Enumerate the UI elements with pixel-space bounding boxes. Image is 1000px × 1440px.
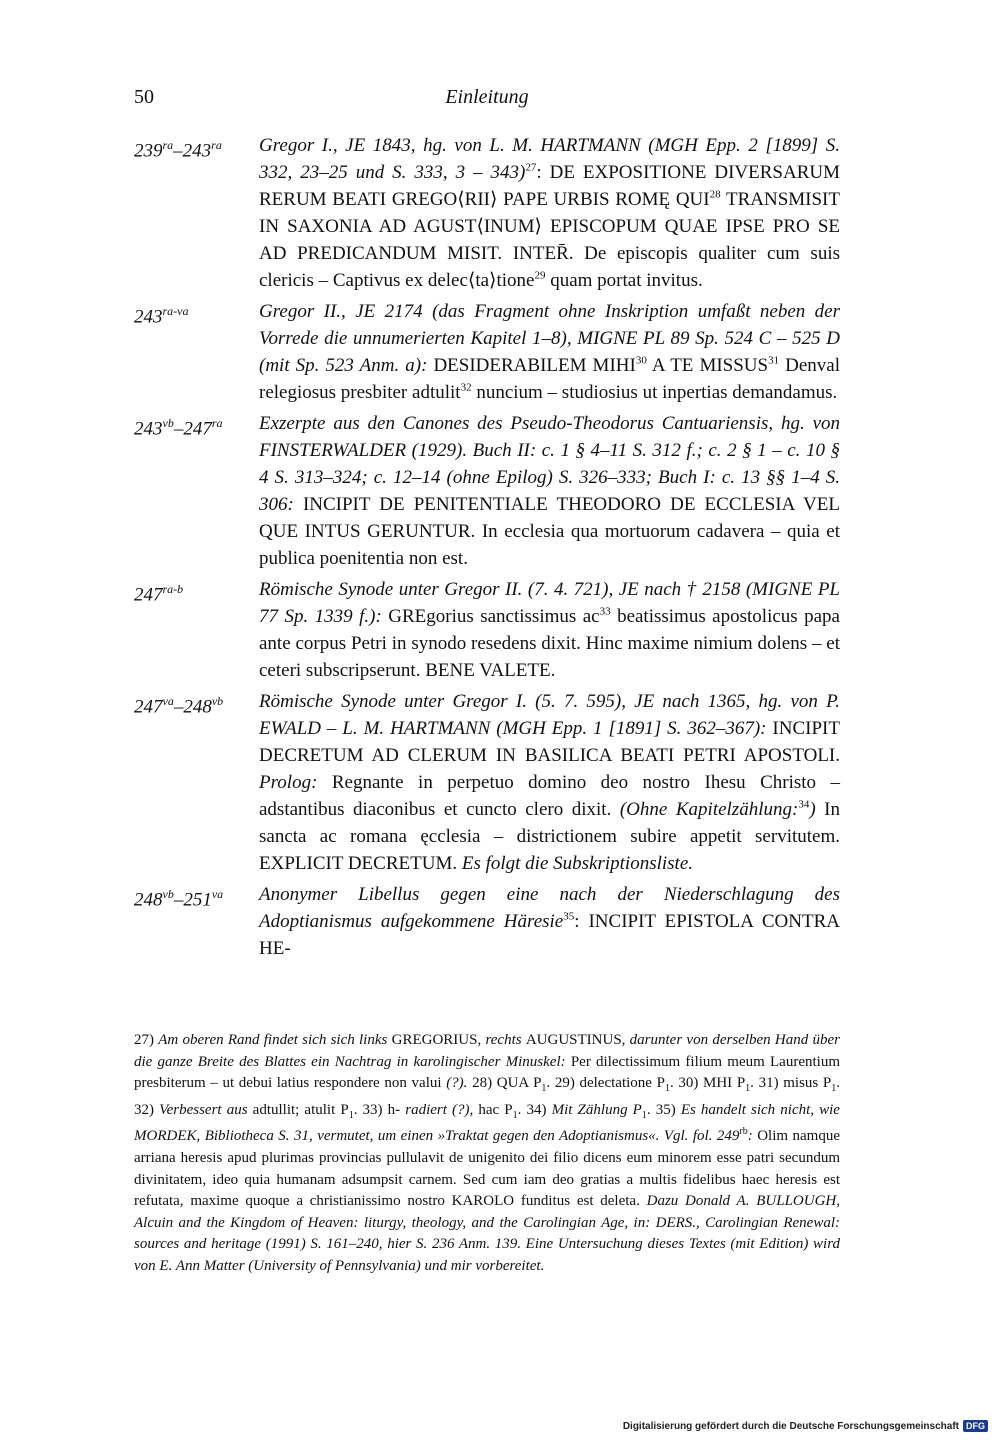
italic-text: Am oberen Rand findet sich sich links: [158, 1032, 392, 1048]
footnote-marker: 29: [534, 269, 546, 282]
folio-reference: $243^{ra-va}$: [134, 304, 189, 328]
entry-description: [259, 298, 840, 406]
text: 28) QUA P: [467, 1075, 542, 1092]
text: TRANSMISIT IN SAXONIA AD AGUST⟨INUM⟩ EPISCOPUM QUAE IPSE PRO SE AD PREDICANDUM MISIT. INTER̄. De episcopis qualiter cum suis clericis – Captivus ex delec⟨ta⟩tione: [259, 189, 840, 291]
text: Per dilectissimum filium meum Laurentium presbiterum – ut debui latius respondere non valui: [134, 1053, 840, 1092]
page-header: [134, 86, 840, 116]
contents-entry: [134, 881, 840, 962]
subscript: 1: [512, 1109, 518, 1121]
contents-entry: [134, 132, 840, 294]
text: INCIPIT DE PENITENTIALE THEODORO DE ECCLESIA VEL QUE INTUS GERUNTUR. In ecclesia qua mortuorum cadavera – quia et publica poenitentia non est.: [259, 494, 840, 569]
italic-text: radiert (?),: [405, 1101, 479, 1118]
footnotes: [134, 1030, 840, 1278]
text: . 33) h-: [353, 1101, 406, 1118]
subscript: 1: [348, 1109, 354, 1121]
text: Olim namque arriana heresis apud plurimas provincias pullulavit de unigenito dei filio dicens eum minorem esse patri secundum divinitatem, ideo quia humanam adsumpsit carnem. Sed cum iam deo gratias a multis fidelibus haec heresis est refutata, maxime quoque a christianissimo nostro KAROLO funditus est deleta.: [134, 1128, 840, 1210]
entry-description: [259, 132, 840, 294]
subscript: 1: [541, 1083, 547, 1095]
entry-description: [259, 881, 840, 962]
subscript: 1: [664, 1083, 670, 1095]
footnote-marker: 32: [460, 381, 472, 394]
digitization-credit: [623, 1420, 988, 1432]
italic-text: Mit Zählung P: [551, 1101, 642, 1118]
text: GREgorius sanctissimus ac: [381, 606, 600, 627]
entry-description: [259, 410, 840, 572]
folio-reference: $247^{ra-b}$: [134, 582, 184, 606]
italic-text: (?).: [446, 1075, 468, 1092]
text: 27): [134, 1032, 159, 1048]
footnote-marker: 31: [768, 354, 780, 367]
folio-reference: $243^{vb}-247^{ra}$: [134, 416, 223, 440]
text: . 31) misus P: [750, 1075, 832, 1092]
italic-text: ): [809, 799, 816, 820]
text: quam portat invitus.: [545, 270, 703, 291]
text: Regnante in perpetuo domino deo nostro Ihesu Christo – adstantibus diaconibus et cuncto clero dixit.: [259, 772, 840, 820]
dfg-logo: DFG: [963, 1420, 988, 1432]
folio-reference: $239^{ra}-243^{ra}$: [134, 138, 222, 162]
text: GREGORIUS,: [391, 1032, 486, 1048]
italic-text: rechts: [485, 1032, 526, 1048]
text: adtullit; atulit P: [252, 1101, 349, 1118]
folio-reference: $247^{va}-248^{vb}$: [134, 694, 224, 718]
footnote-marker: rb: [739, 1126, 748, 1138]
italic-text: Exzerpte aus den Canones des Pseudo-Theodorus Cantuariensis, hg. von FINSTERWALDER (1929). Buch II: c. 1 § 4–11 S. 312 f.; c. 2 § 1 – c. 10 § 4 S. 313–324; c. 12–14 (ohne Epilog) S. 326–333; Buch I: c. 13 §§ 1–4 S. 306:: [259, 413, 840, 515]
italic-text: Römische Synode unter Gregor I. (5. 7. 595), JE nach 1365, hg. von P. EWALD – L. M. HARTMANN (MGH Epp. 1 [1891] S. 362–367):: [259, 691, 840, 739]
italic-text: darunter von derselben Hand über die ganze Breite des Blattes ein Nachtrag in karolingischer Minuskel:: [134, 1032, 840, 1070]
page-number: 50: [134, 86, 154, 108]
footnote-marker: 33: [599, 605, 611, 618]
subscript: 1: [745, 1083, 751, 1095]
text: Denval relegiosus presbiter adtulit: [259, 355, 841, 403]
italic-text: (Ohne Kapitelzählung:: [619, 799, 799, 820]
contents-entry: [134, 410, 840, 572]
text: INCIPIT DECRETUM AD CLERUM IN BASILICA BEATI PETRI APOSTOLI.: [259, 718, 840, 766]
text: AUGUSTINUS,: [525, 1032, 630, 1048]
subscript: 1: [831, 1083, 837, 1095]
entry-description: [259, 688, 840, 877]
footnote-marker: 35: [563, 910, 575, 923]
subscript: 1: [641, 1109, 647, 1121]
text: . 35): [646, 1101, 681, 1118]
italic-text: Anonymer Libellus gegen eine nach der Niederschlagung des Adoptianismus aufgekommene Häresie: [259, 884, 840, 932]
text: : DE EXPOSITIONE DIVERSARUM RERUM BEATI GREGO⟨RII⟩ PAPE URBIS ROMĘ QUI: [259, 162, 840, 210]
manuscript-contents-list: [134, 132, 840, 966]
italic-text: Es handelt sich nicht, wie MORDEK, Bibliotheca S. 31, vermutet, um einen »Traktat gegen den Adoptianismus«. Vgl. fol. 249: [134, 1101, 840, 1145]
text: : INCIPIT EPISTOLA CONTRA HE-: [259, 911, 841, 959]
entry-description: [259, 576, 840, 684]
text: DESIDERABILEM MIHI: [427, 355, 636, 376]
footnote-marker: 27: [525, 161, 537, 174]
text: beatissimus apostolicus papa ante corpus Petri in synodo resedens dixit. Hinc maxime nimium dolens – et ceteri subscripserunt. BENE VALETE.: [259, 606, 840, 681]
italic-text: :: [747, 1128, 758, 1145]
text: In sancta ac romana ęcclesia – districtionem subire appetit servitutem. EXPLICIT DECRETUM.: [259, 799, 840, 874]
footnote-paragraph: [134, 1030, 840, 1278]
footnote-marker: 30: [635, 354, 647, 367]
running-title: Einleitung: [445, 86, 529, 108]
text: . 30) MHI P: [669, 1075, 746, 1092]
contents-entry: [134, 688, 840, 877]
italic-text: Verbessert aus: [159, 1101, 253, 1118]
footnote-marker: 28: [709, 188, 721, 201]
italic-text: Es folgt die Subskriptionsliste.: [461, 853, 694, 874]
italic-text: Gregor I., JE 1843, hg. von L. M. HARTMANN (MGH Epp. 2 [1899] S. 332, 23–25 und S. 333, 3 – 343): [259, 135, 840, 183]
folio-reference: $248^{vb}-251^{va}$: [134, 887, 224, 911]
text: . 34): [517, 1101, 552, 1118]
text: A TE MISSUS: [646, 355, 769, 376]
contents-entry: [134, 298, 840, 406]
italic-text: Römische Synode unter Gregor II. (7. 4. 721), JE nach † 2158 (MIGNE PL 77 Sp. 1339 f.):: [259, 579, 840, 627]
footnote-marker: 34: [798, 798, 810, 811]
digitization-note: Digitalisierung gefördert durch die Deutsche Forschungsgemeinschaft: [622, 1420, 959, 1432]
text: hac P: [478, 1101, 513, 1118]
text: . 29) delectatione P: [546, 1075, 665, 1092]
contents-entry: [134, 576, 840, 684]
italic-text: Dazu Donald A. BULLOUGH, Alcuin and the Kingdom of Heaven: liturgy, theology, and the Carolingian Age, in: DERS., Carolingian Renewal: sources and heritage (1991) S. 161–240, hier S. 236 Anm. 139. Eine Untersuchung dieses Textes (mit Edition) wird von E. Ann Matter (University of Pennsylvania) und mir vorbereitet.: [134, 1193, 840, 1274]
text: nuncium – studiosius ut inpertias demandamus.: [471, 382, 838, 403]
italic-text: Prolog:: [259, 772, 318, 793]
italic-text: Gregor II., JE 2174 (das Fragment ohne Inskription umfaßt neben der Vorrede die unnumerierten Kapitel 1–8), MIGNE PL 89 Sp. 524 C – 525 D (mit Sp. 523 Anm. a):: [259, 301, 840, 376]
text: . 32): [134, 1075, 840, 1118]
